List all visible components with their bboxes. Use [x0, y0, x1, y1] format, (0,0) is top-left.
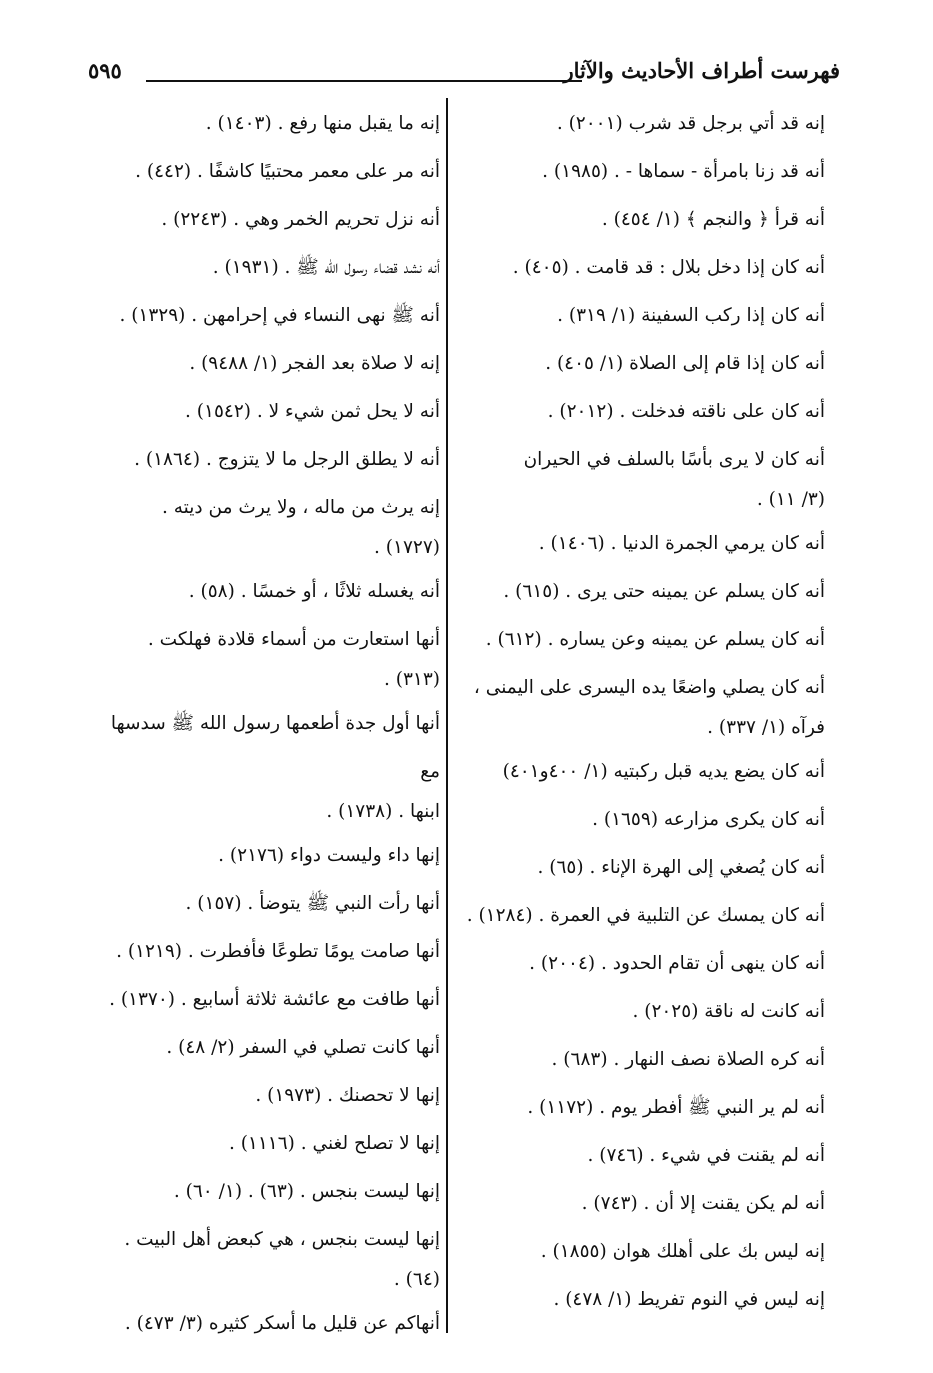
index-entry: أنه كانت له ناقة (٢٠٢٥) . [632, 1001, 825, 1022]
running-title: فهرست أطراف الأحاديث والآثار [563, 58, 840, 83]
index-entry: إنه قد أتي برجل قد شرب (٢٠٠١) . [556, 113, 825, 134]
index-entry: إنها ليست بنجس . (٦٣) . (١/ ٦٠) . [173, 1181, 440, 1202]
index-entry: أنه كان يصلي واضعًا يده اليسرى على اليمنى ، [473, 677, 825, 698]
right-column [465, 100, 825, 1324]
index-entry: إنها لا تحصنك . (١٩٧٣) . [255, 1085, 440, 1106]
index-entry: أنه مر على معمر محتبيًا كاشفًا . (٤٤٢) . [135, 161, 440, 182]
column-divider [446, 98, 448, 1333]
index-entry: أنها استعارت من أسماء قلادة فهلكت . [147, 629, 440, 650]
index-entry: أنه قد زنا بامرأة - سماها - . (١٩٨٥) . [542, 161, 825, 182]
index-entry: أنه لا يطلق الرجل ما لا يتزوج . (١٨٦٤) . [134, 449, 440, 470]
index-entry: إنها ليست بنجس ، هي كبعض أهل البيت . [124, 1229, 440, 1250]
index-entry: أنه قرأ ﴿ والنجم ﴾ (١/ ٤٥٤) . [601, 209, 825, 230]
index-entry: أنه لم ير النبي ﷺ أفطر يوم . (١١٧٢) . [527, 1097, 825, 1118]
index-entry: أنه كان يرمي الجمرة الدنيا . (١٤٠٦) . [538, 533, 825, 554]
index-entry: أنه كان يسلم عن يمينه حتى يرى . (٦١٥) . [503, 581, 825, 602]
index-entry: إنه ليس في النوم تفريط (١/ ٤٧٨) . [553, 1289, 825, 1310]
index-entry: إنه يرث من ماله ، ولا يرث من ديته . [162, 497, 440, 518]
index-entry: أنها طافت مع عائشة ثلاثة أسابيع . (١٣٧٠) . [109, 989, 440, 1010]
index-entry: أنه كان لا يرى بأسًا بالسلف في الحيران [523, 449, 825, 470]
index-entry: أنه كان إذا دخل بلال : قد قامت . (٤٠٥) . [512, 257, 825, 278]
index-entry-continuation: ابنها . (١٧٣٨) . [326, 801, 440, 822]
index-entry-continuation: فرآه (١/ ٣٣٧) . [707, 717, 825, 738]
index-entry: أنه كان إذا قام إلى الصلاة (١/ ٤٠٥) . [545, 353, 825, 374]
index-entry-continuation: (٣١٣) . [383, 669, 440, 690]
index-entry: أنها كانت تصلي في السفر (٢/ ٤٨) . [166, 1037, 440, 1058]
left-column [92, 100, 440, 1348]
index-entry: أنه كان على ناقته فدخلت . (٢٠١٢) . [547, 401, 825, 422]
index-entry: أنه كان يسلم عن يمينه وعن يساره . (٦١٢) . [485, 629, 825, 650]
index-entry: أنه كان إذا ركب السفينة (١/ ٣١٩) . [557, 305, 825, 326]
index-entry: أنه لا يحل ثمن شيء لا . (١٥٤٢) . [185, 401, 440, 422]
index-entry: أنها رأت النبي ﷺ يتوضأ . (١٥٧) . [185, 893, 440, 914]
index-entry: أنه كره الصلاة نصف النهار . (٦٨٣) . [551, 1049, 825, 1070]
header-rule [146, 80, 582, 82]
index-entry: أنه يغسله ثلاثًا ، أو خمسًا . (٥٨) . [188, 581, 440, 602]
index-entry: أنها أول جدة أطعمها رسول الله ﷺ سدسها مع [110, 713, 440, 782]
index-entry: أنه كان يمسك عن التلبية في العمرة . (١٢٨٤) . [466, 905, 825, 926]
index-entry: إنها داء وليست دواء (٢١٧٦) . [218, 845, 440, 866]
index-entry: أنه لم يقنت في شيء . (٧٤٦) . [587, 1145, 825, 1166]
index-entry: أنه نزل تحريم الخمر وهي . (٢٢٤٣) . [161, 209, 440, 230]
index-entry: أنه لم يكن يقنت إلا أن . (٧٤٣) . [581, 1193, 825, 1214]
index-entry-continuation: (٦٤) . [393, 1269, 440, 1290]
index-entry-continuation: (١٧٢٧) . [374, 537, 440, 558]
index-entry: أنهاكم عن قليل ما أسكر كثيره (٣/ ٤٧٣) . [124, 1313, 440, 1334]
index-entry: أنها صامت يومًا تطوعًا فأفطرت . (١٢١٩) . [116, 941, 440, 962]
page-header [88, 58, 840, 98]
page-number: ٥٩٥ [88, 58, 122, 83]
index-entry: أنه كان يضع يديه قبل ركبتيه (١/ ٤٠٠و٤٠١) [502, 761, 825, 782]
index-entry: أنه كان ينهى أن تقام الحدود . (٢٠٠٤) . [529, 953, 825, 974]
index-entry: إنه ما يقبل منها رفع . (١٤٠٣) . [205, 113, 440, 134]
index-entry: أنه ﷺ نهى النساء في إحرامهن . (١٣٢٩) . [119, 305, 440, 326]
index-entry: أنه نشد قضاء رسول الله ﷺ . (١٩٣١) . [212, 257, 440, 278]
index-entry: أنه كان يُصغي إلى الهرة الإناء . (٦٥) . [537, 857, 825, 878]
index-entry: أنه كان يكرى مزارعه (١٦٥٩) . [592, 809, 825, 830]
index-entry: إنه ليس بك على أهلك هوان (١٨٥٥) . [540, 1241, 825, 1262]
index-entry: إنه لا صلاة بعد الفجر (١/ ٩٤٨٨) . [189, 353, 440, 374]
index-entry: إنها لا تصلح لغني . (١١١٦) . [228, 1133, 440, 1154]
index-entry-continuation: (٣/ ١١) . [756, 489, 825, 510]
